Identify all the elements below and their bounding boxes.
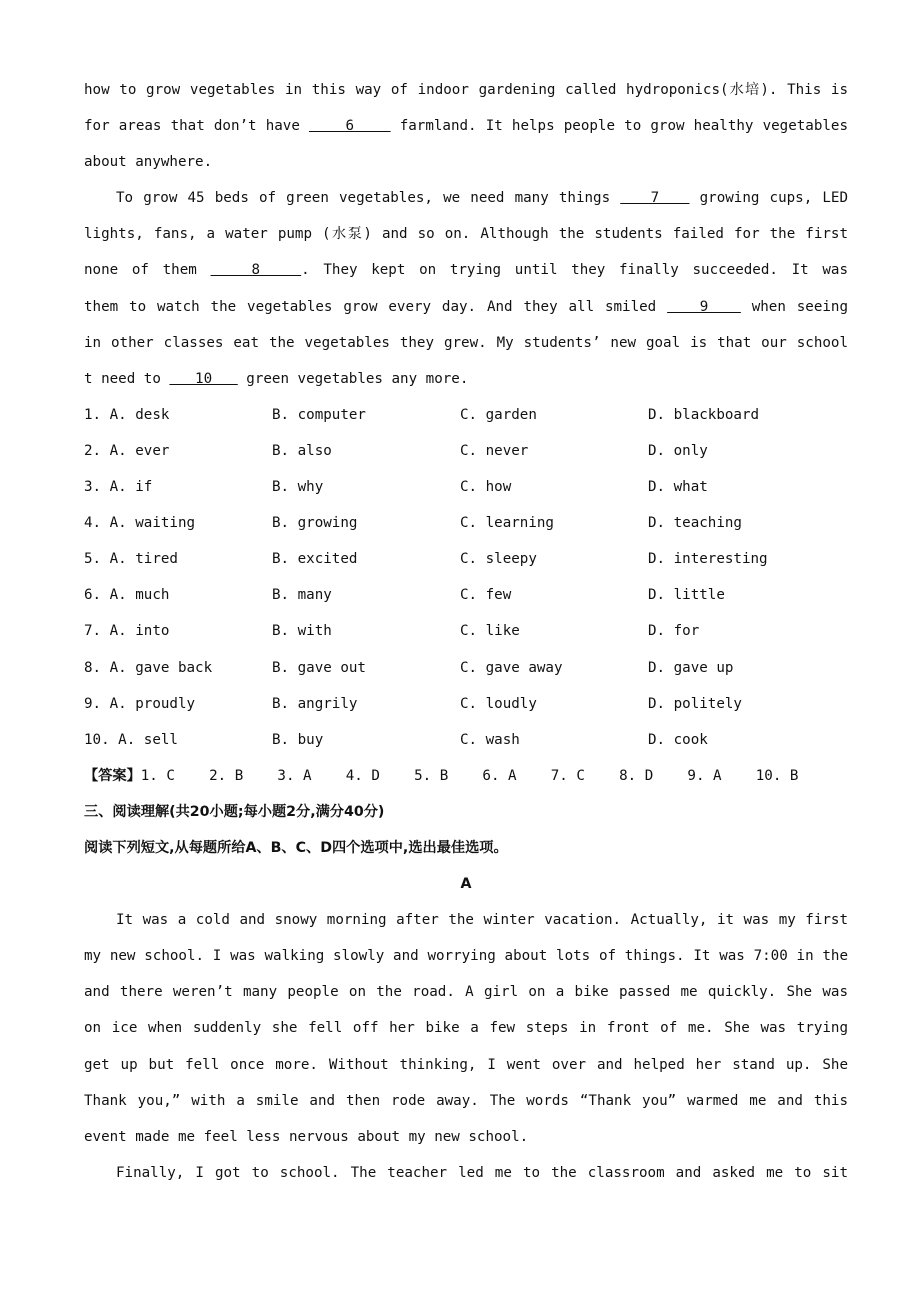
option-d: D. politely bbox=[648, 695, 742, 712]
option-row bbox=[84, 541, 848, 577]
option-a: 4. A. waiting bbox=[84, 515, 196, 532]
option-c: C. garden bbox=[460, 406, 537, 423]
option-a: 9. A. proudly bbox=[84, 695, 196, 712]
option-a: 3. A. if bbox=[84, 479, 153, 496]
option-b: B. angrily bbox=[272, 695, 358, 712]
option-b: B. with bbox=[272, 623, 332, 640]
option-c: C. loudly bbox=[460, 695, 537, 712]
option-b: B. many bbox=[272, 587, 332, 604]
option-row bbox=[84, 577, 848, 613]
option-c: C. how bbox=[460, 479, 512, 496]
passage-line: in other classes eat the vegetables they grew. My students’ new goal is that our school bbox=[84, 334, 848, 351]
text-span: . They kept on trying until they finally succeeded. It was bbox=[301, 262, 848, 279]
text-span: t need to bbox=[84, 370, 170, 387]
option-b: B. excited bbox=[272, 551, 358, 568]
text-span: growing cups, LED bbox=[699, 190, 848, 207]
text-span: them to watch the vegetables grow every day. And they all smiled bbox=[84, 298, 668, 315]
answer-text: 1. C 2. B 3. A 4. D 5. B 6. A 7. C 8. D 9. A 10. B bbox=[140, 767, 799, 784]
passage-a-line: event made me feel less nervous about my new school. bbox=[84, 1128, 529, 1145]
option-a: 7. A. into bbox=[84, 623, 170, 640]
blank-7: 7 bbox=[620, 190, 690, 207]
text-span: when seeing bbox=[751, 298, 848, 315]
blank-10: 10 bbox=[169, 370, 238, 387]
option-a: 5. A. tired bbox=[84, 551, 178, 568]
option-row bbox=[84, 397, 848, 433]
passage-line: how to grow vegetables in this way of indoor gardening called hydroponics(水培). This is bbox=[84, 82, 848, 98]
text-span: none of them bbox=[84, 262, 211, 279]
option-d: D. little bbox=[648, 587, 725, 604]
blank-8: 8 bbox=[210, 262, 302, 279]
option-row bbox=[84, 686, 848, 722]
option-row bbox=[84, 433, 848, 469]
passage-line bbox=[84, 108, 848, 144]
passage-a-line: and there weren’t many people on the road. A girl on a bike passed me quickly. She was bbox=[84, 984, 848, 1001]
text-span: for areas that don’t have bbox=[84, 118, 310, 135]
option-a: 8. A. gave back bbox=[84, 659, 213, 676]
passage-a-line: on ice when suddenly she fell off her bike a few steps in front of me. She was trying bbox=[84, 1020, 848, 1037]
text-span: farmland. It helps people to grow healthy vegetables bbox=[399, 118, 848, 135]
option-c: C. like bbox=[460, 623, 520, 640]
option-row bbox=[84, 613, 848, 649]
option-d: D. what bbox=[648, 479, 708, 496]
option-c: C. learning bbox=[460, 515, 554, 532]
option-c: C. gave away bbox=[460, 659, 563, 676]
section-instruction: 阅读下列短文,从每题所给A、B、C、D四个选项中,选出最佳选项。 bbox=[84, 839, 508, 856]
passage-line bbox=[84, 289, 848, 325]
option-b: B. growing bbox=[272, 515, 358, 532]
option-b: B. computer bbox=[272, 406, 366, 423]
option-b: B. also bbox=[272, 442, 332, 459]
passage-line: about anywhere. bbox=[84, 154, 213, 171]
option-b: B. buy bbox=[272, 731, 324, 748]
blank-6: 6 bbox=[309, 118, 391, 135]
option-a: 1. A. desk bbox=[84, 406, 170, 423]
option-c: C. wash bbox=[460, 731, 520, 748]
option-d: D. cook bbox=[648, 731, 708, 748]
text-span: To grow 45 beds of green vegetables, we need many things bbox=[116, 190, 621, 207]
option-row bbox=[84, 722, 848, 758]
option-b: B. why bbox=[272, 479, 324, 496]
passage-line bbox=[84, 252, 848, 288]
option-d: D. gave up bbox=[648, 659, 734, 676]
passage-line bbox=[84, 180, 848, 216]
section-title: 三、阅读理解(共20小题;每小题2分,满分40分) bbox=[84, 803, 385, 820]
option-a: 10. A. sell bbox=[84, 731, 178, 748]
passage-a-line: Thank you,” with a smile and then rode away. The words “Thank you” warmed me and this bbox=[84, 1092, 848, 1109]
option-a: 2. A. ever bbox=[84, 442, 170, 459]
option-row bbox=[84, 650, 848, 686]
option-c: C. few bbox=[460, 587, 512, 604]
option-c: C. sleepy bbox=[460, 551, 537, 568]
passage-a-line: my new school. I was walking slowly and worrying about lots of things. It was 7:00 in the bbox=[84, 948, 848, 965]
passage-label: A bbox=[460, 876, 472, 893]
passage-a-line: Finally, I got to school. The teacher led me to the classroom and asked me to sit bbox=[116, 1164, 848, 1181]
option-row bbox=[84, 505, 848, 541]
passage-line: lights, fans, a water pump (水泵) and so on. Although the students failed for the first bbox=[84, 226, 848, 243]
option-d: D. interesting bbox=[648, 551, 768, 568]
answer-key bbox=[84, 758, 848, 794]
option-d: D. only bbox=[648, 442, 708, 459]
option-a: 6. A. much bbox=[84, 587, 170, 604]
option-c: C. never bbox=[460, 442, 529, 459]
option-d: D. for bbox=[648, 623, 700, 640]
option-d: D. teaching bbox=[648, 515, 742, 532]
document-page bbox=[84, 72, 848, 1191]
blank-9: 9 bbox=[667, 298, 741, 315]
passage-line bbox=[84, 361, 848, 397]
option-row bbox=[84, 469, 848, 505]
passage-a-line: It was a cold and snowy morning after the winter vacation. Actually, it was my first bbox=[116, 912, 848, 929]
option-b: B. gave out bbox=[272, 659, 366, 676]
option-d: D. blackboard bbox=[648, 406, 760, 423]
passage-a-line: get up but fell once more. Without thinking, I went over and helped her stand up. She bbox=[84, 1056, 848, 1073]
answer-tag: 【答案】 bbox=[84, 767, 141, 784]
text-span: green vegetables any more. bbox=[237, 370, 469, 387]
